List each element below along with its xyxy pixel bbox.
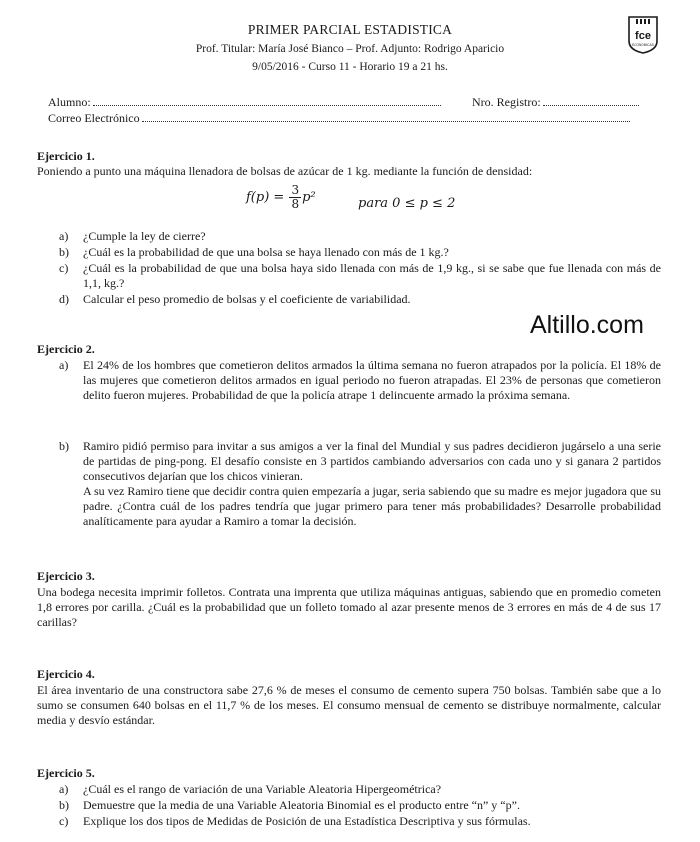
page-title: PRIMER PARCIAL ESTADISTICA <box>247 22 453 37</box>
student-name-field[interactable] <box>48 95 468 110</box>
email-label: Correo Electrónico <box>48 111 140 125</box>
registration-line <box>543 96 639 106</box>
exercise-1-item-d <box>59 292 661 307</box>
item-label: a) <box>59 229 69 243</box>
exercise-4-heading: Ejercicio 4. <box>37 667 95 681</box>
item-text: Ramiro pidió permiso para invitar a sus amigos a ver la final del Mundial y sus padres decidieron jugárselo a una serie de partidas de ping-pong. El desafío consiste en 3 partidos cambiando adversarios con cada uno y si ganara 2 partidos consecutivos dejarían que los chicos vinieran. <box>83 439 661 483</box>
item-label: a) <box>59 782 69 796</box>
exercise-4-text: El área inventario de una constructora sabe 27,6 % de meses el consumo de cemento supera 750 bolsas. También sabe que a lo sumo se consumen 640 bolsas en el 11,7 % de los meses. El consumo mensual de cemento se distribuye normalmente, calcular media y desvío estándar. <box>37 683 661 727</box>
date-line: 9/05/2016 - Curso 11 - Horario 19 a 21 hs. <box>252 61 448 73</box>
formula-numerator: 3 <box>291 183 300 197</box>
item-label: b) <box>59 245 69 259</box>
item-text-continued: A su vez Ramiro tiene que decidir contra quien empezaría a jugar, seria sabiendo que su madre es mejor jugadora que su padre. ¿Contra cuál de los padres tendría que jugar primero para tener más probabilidades? Desarrolle probabilidad analíticamente para ayudar a Ramiro a tomar la decisión. <box>83 484 661 528</box>
student-name-line <box>93 96 441 106</box>
exercise-1-item-b <box>59 245 661 260</box>
formula-fraction <box>289 184 301 211</box>
item-text: ¿Cuál es la probabilidad de que una bolsa haya sido llenada con más de 1,9 kg., si se sabe que fue llenada con más de 1,1, kg.? <box>83 261 661 290</box>
item-text: ¿Cuál es la probabilidad de que una bolsa se haya llenado con más de 1 kg.? <box>83 245 449 259</box>
registration-label: Nro. Registro: <box>472 95 541 109</box>
formula-denominator: 8 <box>291 197 300 211</box>
formula-lhs: f(p) = <box>246 190 285 205</box>
faculty-logo <box>626 14 660 54</box>
item-text: ¿Cuál es el rango de variación de una Variable Aleatoria Hipergeométrica? <box>83 782 442 796</box>
item-label: b) <box>59 439 69 453</box>
exercise-2-heading: Ejercicio 2. <box>37 342 95 356</box>
exercise-5-item-b <box>59 798 661 813</box>
item-label: d) <box>59 292 69 306</box>
item-label: c) <box>59 261 69 275</box>
logo-subtext: ECONOMICAS <box>632 43 654 47</box>
formula-domain: para 0 ≤ p ≤ 2 <box>358 196 456 211</box>
professors-line: Prof. Titular: María José Bianco – Prof. Adjunto: Rodrigo Aparicio <box>195 43 505 55</box>
exercise-5-item-a <box>59 782 661 797</box>
item-text: Explique los dos tipos de Medidas de Posición de una Estadística Descriptiva y sus fórmulas. <box>83 814 531 828</box>
exercise-1-intro: Poniendo a punto una máquina llenadora de bolsas de azúcar de 1 kg. mediante la función de densidad: <box>37 164 533 178</box>
logo-text: fce <box>635 30 651 42</box>
exercise-5-item-c <box>59 814 661 829</box>
formula-rhs: p² <box>302 190 316 205</box>
item-text: Demuestre que la media de una Variable Aleatoria Binomial es el producto entre “n” y “p”. <box>83 798 520 812</box>
exercise-1-item-a <box>59 229 661 244</box>
watermark: Altillo.com <box>530 311 644 339</box>
exercise-5-heading: Ejercicio 5. <box>37 766 95 780</box>
item-label: a) <box>59 358 69 372</box>
email-field[interactable] <box>48 111 653 126</box>
student-name-label: Alumno: <box>48 95 91 109</box>
item-text: Calcular el peso promedio de bolsas y el coeficiente de variabilidad. <box>83 292 411 306</box>
exercise-3-text: Una bodega necesita imprimir folletos. Contrata una imprenta que utiliza máquinas antiguas, sabiendo que en promedio cometen 1,8 errores por carilla. ¿Cuál es la probabilidad que un folleto tomado al azar presente menos de 3 errores en más de 4 de sus 17 carillas? <box>37 585 661 629</box>
item-label: b) <box>59 798 69 812</box>
item-label: c) <box>59 814 69 828</box>
email-line <box>142 112 630 122</box>
density-formula <box>246 184 316 211</box>
item-text: El 24% de los hombres que cometieron delitos armados la última semana no fueron atrapados por la policía. El 18% de las mujeres que cometieron delitos armados en igual periodo no fueron atrapadas. El 23% de personas que cometieron delito fueron mujeres. Probabilidad de que la policía atrape 1 delincuente armado la próxima semana. <box>83 358 661 402</box>
exercise-1-item-c <box>59 261 661 291</box>
exercise-2-item-b <box>59 439 661 529</box>
exercise-2-item-a <box>59 358 661 403</box>
exercise-1-heading: Ejercicio 1. <box>37 149 95 163</box>
item-text: ¿Cumple la ley de cierre? <box>83 229 206 243</box>
registration-field[interactable] <box>472 95 652 110</box>
exercise-3-heading: Ejercicio 3. <box>37 569 95 583</box>
